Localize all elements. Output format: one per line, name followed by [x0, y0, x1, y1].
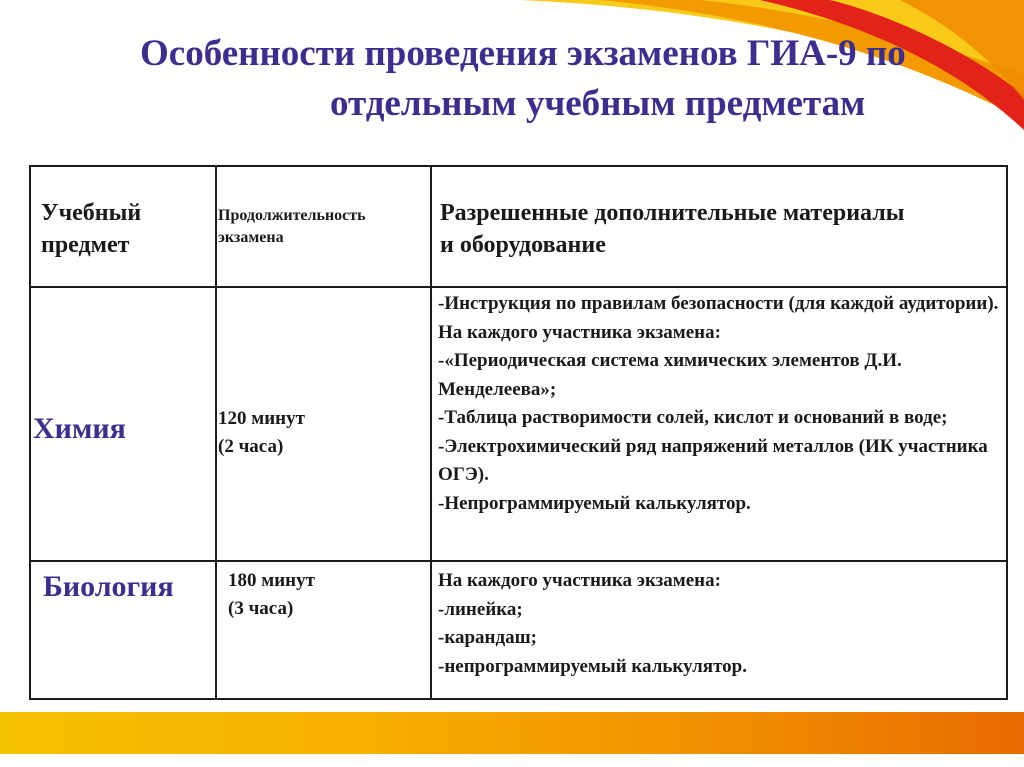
header-subject: Учебный предмет [41, 200, 142, 258]
materials-biology: На каждого участника экзамена: -линейка; -карандаш; -непрограммируемый калькулятор. [438, 570, 747, 677]
title-line-2: отдельным учебным предметам [330, 83, 866, 124]
column-divider [430, 167, 432, 698]
exam-table [29, 165, 1008, 700]
subject-biology: Биология [43, 570, 174, 603]
header-duration: Продолжительность экзамена [218, 207, 366, 246]
subject-chemistry: Химия [33, 412, 126, 445]
row-divider [31, 560, 1006, 562]
column-divider [215, 167, 217, 698]
title-line-1: Особенности проведения экзаменов ГИА-9 по [140, 33, 906, 74]
header-divider [31, 286, 1006, 288]
duration-biology: 180 минут (3 часа) [228, 570, 315, 619]
header-materials: Разрешенные дополнительные материалы и оборудование [440, 200, 905, 258]
bottom-accent-bar [0, 712, 1024, 754]
materials-chemistry: -Инструкция по правилам безопасности (для каждой аудитории). На каждого участника экзамена: -«Периодическая система химических элементов Д.И. Менделеева»; -Таблица растворимости солей, кислот и оснований в воде; -Электрохимический ряд напряжений металлов (ИК участника ОГЭ). -Непрограммируемый калькулятор. [438, 293, 999, 514]
duration-chemistry: 120 минут (2 часа) [218, 408, 305, 457]
